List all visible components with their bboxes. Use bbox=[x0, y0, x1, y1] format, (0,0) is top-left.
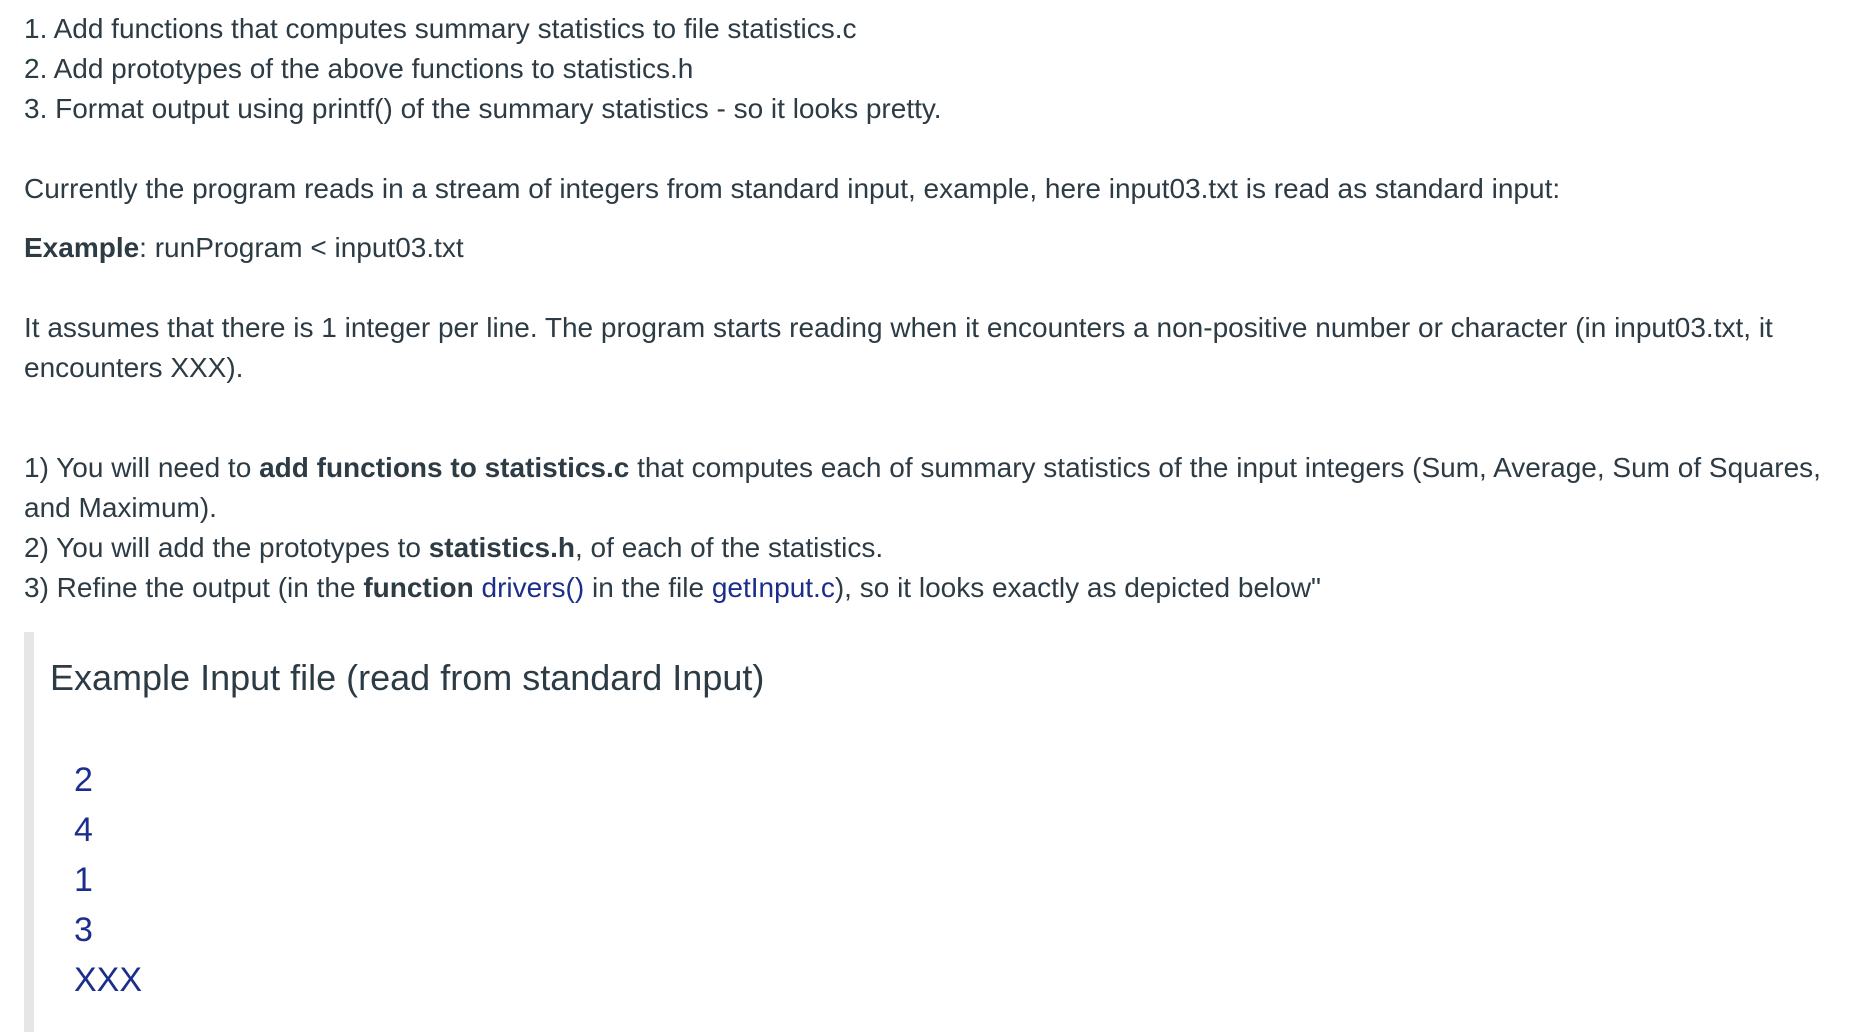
getinput-file-link[interactable]: getInput.c bbox=[711, 572, 835, 603]
task-text: 3) Refine the output (in the bbox=[24, 572, 364, 603]
example-label: Example bbox=[24, 232, 140, 263]
task-text: 2) You will add the prototypes to bbox=[24, 532, 429, 563]
example-command: : runProgram < input03.txt bbox=[139, 232, 464, 263]
task-text: that computes each of summary statistics of the input integers (Sum, Average, Sum of Squares, and Maximum). bbox=[24, 452, 1821, 523]
task-emphasis: add functions to statistics.c bbox=[259, 452, 630, 483]
task-text: 1) You will need to bbox=[24, 452, 260, 483]
task-list bbox=[24, 448, 1854, 608]
input-line: 1 bbox=[74, 861, 93, 899]
assignment-content bbox=[24, 0, 1854, 608]
example-paragraph bbox=[24, 228, 1854, 268]
task-item-1 bbox=[24, 448, 1854, 528]
input-line: 3 bbox=[74, 911, 93, 949]
task-emphasis: function bbox=[363, 572, 474, 603]
task-item-2 bbox=[24, 528, 1854, 568]
task-emphasis: statistics.h bbox=[428, 532, 575, 563]
step-item: 3. Format output using printf() of the summary statistics - so it looks pretty. bbox=[24, 93, 942, 124]
assumption-paragraph: It assumes that there is 1 integer per line. The program starts reading when it encounters a non-positive number or character (in input03.txt, it encounters XXX). bbox=[24, 312, 1773, 383]
step-item: 2. Add prototypes of the above functions to statistics.h bbox=[24, 53, 694, 84]
drivers-function-link[interactable]: drivers() bbox=[473, 572, 585, 603]
step-item: 1. Add functions that computes summary statistics to file statistics.c bbox=[24, 13, 857, 44]
task-item-3 bbox=[24, 568, 1854, 608]
task-text: ), so it looks exactly as depicted below" bbox=[834, 572, 1321, 603]
example-input-lines bbox=[74, 755, 142, 1005]
steps-list bbox=[24, 9, 1854, 129]
task-text: in the file bbox=[584, 572, 712, 603]
input-line: XXX bbox=[74, 961, 143, 999]
input-line: 2 bbox=[74, 761, 93, 799]
intro-paragraph: Currently the program reads in a stream of integers from standard input, example, here input03.txt is read as standard input: bbox=[24, 173, 1561, 204]
example-input-title: Example Input file (read from standard Input) bbox=[50, 657, 765, 698]
input-line: 4 bbox=[74, 811, 93, 849]
task-text: , of each of the statistics. bbox=[575, 532, 884, 563]
